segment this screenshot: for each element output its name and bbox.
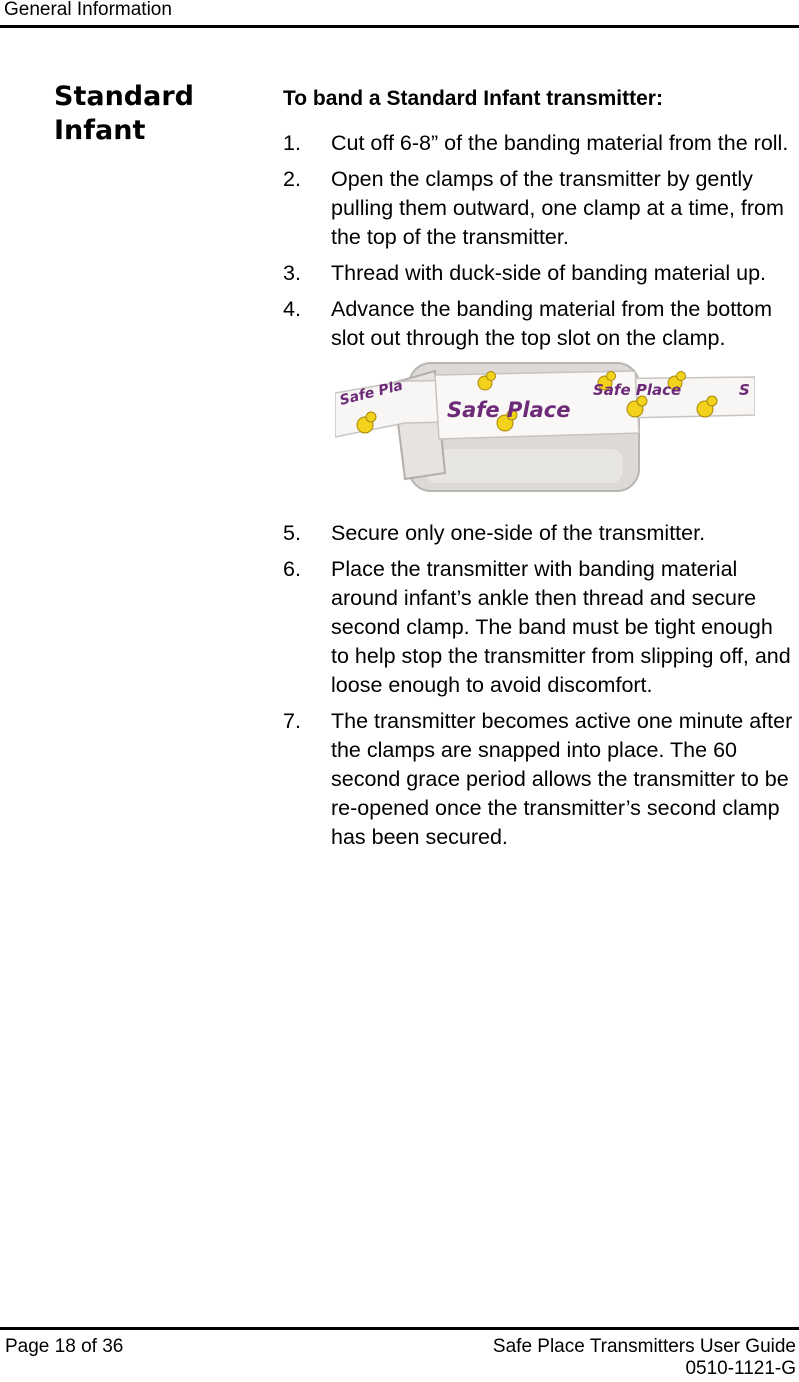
document-title: Safe Place Transmitters User Guide xyxy=(492,1336,796,1357)
step-number: 3. xyxy=(283,261,301,285)
step-text: Advance the banding material from the bottom slot out through the top slot on the clamp. xyxy=(331,297,773,350)
step-number: 5. xyxy=(283,521,301,545)
steps-list xyxy=(283,129,795,859)
running-header: General Information xyxy=(4,0,172,20)
transmitter-band-photo xyxy=(283,353,795,505)
document-info xyxy=(493,1336,796,1380)
band-print-right: Safe Place xyxy=(593,381,682,399)
step-2 xyxy=(283,165,795,252)
section-title-line-2: Infant xyxy=(54,115,146,146)
page-number: Page 18 of 36 xyxy=(5,1336,124,1357)
transmitter-band-illustration xyxy=(335,353,755,501)
footer-rule xyxy=(0,1327,799,1330)
band-print-left: Safe Pla xyxy=(338,377,405,409)
step-6 xyxy=(283,555,795,700)
step-number: 6. xyxy=(283,557,301,581)
step-text: The transmitter becomes active one minute after the clamps are snapped into place. The 60 second grace period allows the transmitter to be re-opened once the transmitter’s second clamp has been secured. xyxy=(331,709,793,849)
step-number: 4. xyxy=(283,297,301,321)
step-number: 2. xyxy=(283,167,301,191)
step-text: Cut off 6-8” of the banding material from the roll. xyxy=(331,131,789,155)
band-print-edge: S xyxy=(739,381,750,399)
step-text: Secure only one-side of the transmitter. xyxy=(331,521,706,545)
step-text: Open the clamps of the transmitter by gently pulling them outward, one clamp at a time, from the top of the transmitter. xyxy=(331,167,784,249)
step-text: Thread with duck-side of banding material up. xyxy=(331,261,767,285)
procedure-heading: To band a Standard Infant transmitter: xyxy=(283,87,663,110)
step-3 xyxy=(283,259,795,288)
header-rule xyxy=(0,25,799,28)
step-1 xyxy=(283,129,795,158)
band-print-main: Safe Place xyxy=(447,398,571,422)
section-title-line-1: Standard xyxy=(54,81,194,112)
section-title xyxy=(54,80,194,148)
document-number: 0510-1121-G xyxy=(685,1358,796,1379)
step-number: 7. xyxy=(283,709,301,733)
step-7 xyxy=(283,707,795,852)
step-4 xyxy=(283,295,795,353)
step-number: 1. xyxy=(283,131,301,155)
step-text: Place the transmitter with banding material around infant’s ankle then thread and secure second clamp. The band must be tight enough to help stop the transmitter from slipping off, and loose enough to avoid discomfort. xyxy=(331,557,791,697)
step-5 xyxy=(283,519,795,548)
